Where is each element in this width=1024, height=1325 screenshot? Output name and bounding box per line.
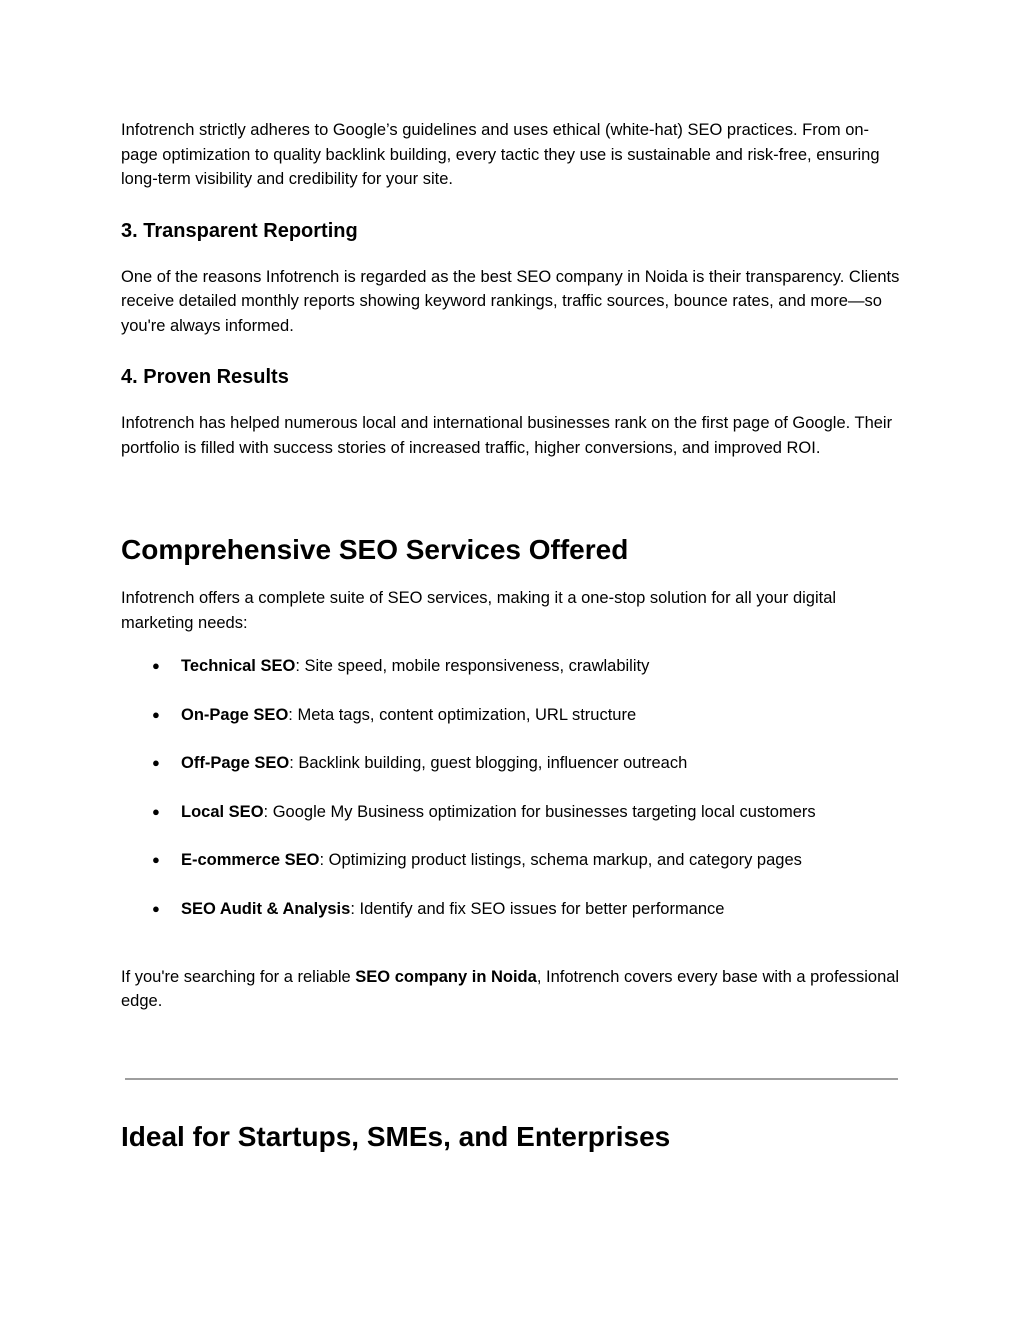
service-description: : Google My Business optimization for businesses targeting local customers (263, 802, 816, 821)
service-label: Technical SEO (181, 657, 296, 675)
bullet-icon: ● (152, 706, 160, 722)
services-intro-paragraph: Infotrench offers a complete suite of SEO services, making it a one-stop solution for all your digital marketing needs: (121, 589, 837, 632)
paragraph-proven-results: Infotrench has helped numerous local and international businesses rank on the first page of Google. Their portfolio is filled with success stories of increased traffic, higher conversions, and improved ROI. (121, 414, 893, 457)
heading-transparent-reporting: 3. Transparent Reporting (121, 219, 358, 242)
list-item (121, 848, 901, 872)
heading-ideal-for (121, 1120, 670, 1154)
list-item (121, 654, 901, 678)
closing-text-bold: SEO company in Noida (355, 967, 537, 986)
bullet-icon: ● (152, 755, 160, 771)
bullet-icon: ● (152, 658, 160, 673)
service-description: : Optimizing product listings, schema markup, and category pages (319, 851, 802, 870)
service-label: SEO Audit & Analysis (181, 899, 351, 918)
horizontal-divider (125, 1078, 898, 1080)
list-item (121, 897, 901, 921)
service-description: : Meta tags, content optimization, URL structure (288, 705, 637, 724)
heading-services-text: Comprehensive SEO Services Offered (121, 534, 629, 565)
bullet-icon: ● (152, 803, 160, 819)
service-label: On-Page SEO (181, 705, 289, 724)
closing-text-end: , Infotrench covers every base with a professional edge. (121, 967, 900, 1011)
service-label: Local SEO (181, 802, 264, 821)
bullet-icon: ● (152, 852, 160, 868)
paragraph-transparent-reporting: One of the reasons Infotrench is regarded as the best SEO company in Noida is their transparency. Clients receive detailed monthly reports showing keyword rankings, traffic sources, bounce rates, and more—so you're always informed. (121, 267, 900, 335)
list-item (121, 703, 901, 727)
service-label: Off-Page SEO (181, 754, 290, 773)
heading-services (121, 533, 901, 567)
list-item (121, 751, 901, 775)
bullet-icon: ● (152, 900, 160, 916)
closing-text-start: If you're searching for a reliable (121, 967, 356, 986)
intro-paragraph: Infotrench strictly adheres to Google’s guidelines and uses ethical (white-hat) SEO practices. From on-page optimization to quality backlink building, every tactic they use is sustainable and risk-free, ensuring long-term visibility and credibility for your site. (121, 121, 880, 188)
heading-ideal-for-text: Ideal for Startups, SMEs, and Enterprises (121, 1121, 671, 1152)
service-description: : Backlink building, guest blogging, influencer outreach (289, 754, 688, 773)
service-label: E-commerce SEO (181, 851, 320, 870)
list-item (121, 800, 901, 824)
heading-proven-results: 4. Proven Results (121, 366, 289, 388)
document-page (121, 118, 901, 1014)
service-description: : Site speed, mobile responsiveness, crawlability (295, 657, 650, 675)
service-description: : Identify and fix SEO issues for better performance (350, 899, 725, 918)
services-list (121, 654, 901, 921)
services-closing-paragraph (121, 965, 901, 1014)
